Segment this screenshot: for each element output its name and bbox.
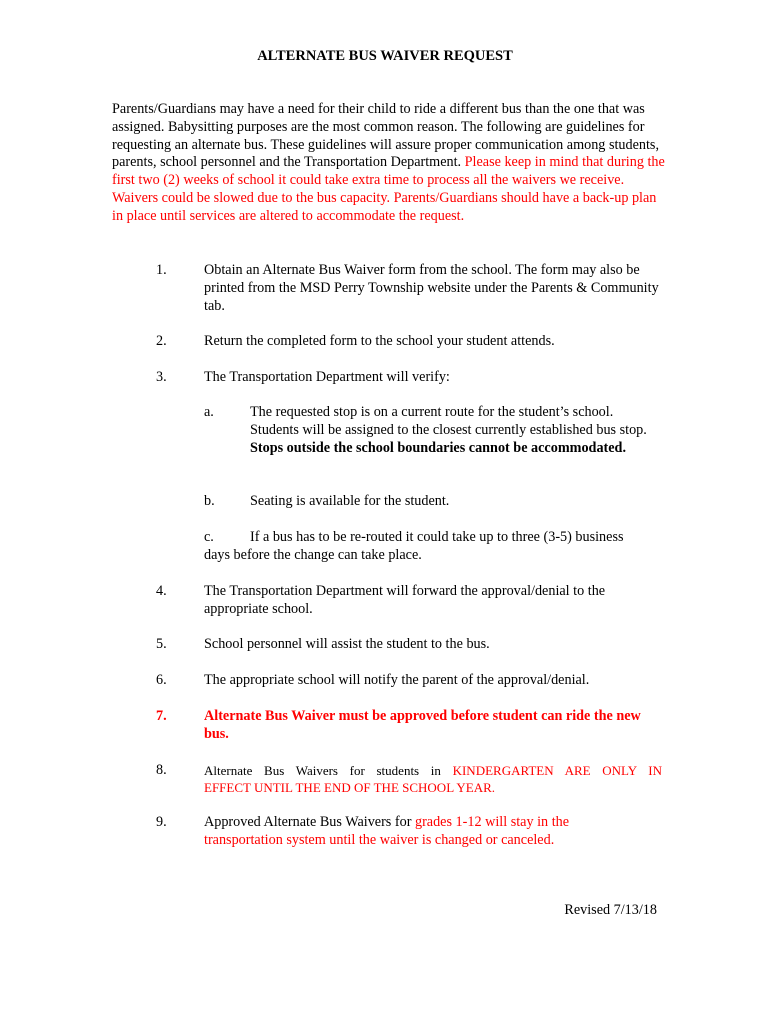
item-number: 1. <box>156 262 167 278</box>
sub-item-letter: a. <box>204 404 214 420</box>
sub-item-text <box>250 404 660 457</box>
item-text: Obtain an Alternate Bus Waiver form from the school. The form may also be printed from the MSD Perry Township website under the Parents & Community tab. <box>204 262 659 314</box>
item-text: Return the completed form to the school your student attends. <box>204 333 555 349</box>
item-number: 6. <box>156 672 167 688</box>
sub-item-text: Seating is available for the student. <box>250 493 450 509</box>
document-title: ALTERNATE BUS WAIVER REQUEST <box>257 48 513 64</box>
grades-text-plain: Approved Alternate Bus Waivers for <box>204 814 412 830</box>
sub-item-text-continued: days before the change can take place. <box>204 547 422 563</box>
kindergarten-warning: KINDERGARTEN ARE ONLY IN <box>452 763 662 778</box>
sub-item-plain-text: The requested stop is on a current route for the student’s school. Students will be assigned to the closest currently established bus stop. <box>250 404 647 438</box>
item-number: 5. <box>156 636 167 652</box>
item-number: 7. <box>156 708 167 724</box>
approval-required-notice: Alternate Bus Waiver must be approved before student can ride the new bus. <box>204 708 641 742</box>
item-text: The Transportation Department will verify: <box>204 369 450 385</box>
intro-warning-text: Please keep in mind that during the first two (2) weeks of school it could take extra time to process all the waivers we receive. Waivers could be slowed due to the bus capacity. Parents/Guardians should have a back-up plan in place until services are altered to accommodate the request. <box>112 154 665 224</box>
item-number: 8. <box>156 762 167 778</box>
sub-item-letter: c. <box>204 529 214 545</box>
item-number: 2. <box>156 333 167 349</box>
item-number: 4. <box>156 583 167 599</box>
kindergarten-warning-continued: EFFECT UNTIL THE END OF THE SCHOOL YEAR. <box>204 780 496 795</box>
item-number: 9. <box>156 814 167 830</box>
kindergarten-text-plain: Alternate Bus Waivers for students in <box>204 763 441 778</box>
item-text <box>204 762 662 780</box>
item-text: The appropriate school will notify the parent of the approval/denial. <box>204 672 590 688</box>
sub-item-text: If a bus has to be re-routed it could take up to three (3-5) business <box>250 529 624 545</box>
intro-text: Parents/Guardians may have a need for their child to ride a different bus than the one that was assigned. Babysitting purposes are the most common reason. The following are guidelines for requesting an alternate bus. These guidelines will assure proper communication among students, parents, school personnel and the Transportation Department. <box>112 101 660 171</box>
intro-paragraph <box>112 101 667 226</box>
sub-item-c-continuation <box>204 547 684 565</box>
item-number: 3. <box>156 369 167 385</box>
boundaries-warning: Stops outside the school boundaries cannot be accommodated. <box>250 439 626 456</box>
item-text <box>204 814 634 850</box>
revision-date: Revised 7/13/18 <box>564 902 657 918</box>
item-text: The Transportation Department will forward the approval/denial to the appropriate school. <box>204 583 606 617</box>
item-text: School personnel will assist the student to the bus. <box>204 636 490 652</box>
grades-warning: grades 1-12 will stay in the transportation system until the waiver is changed or canceled. <box>204 814 570 848</box>
sub-item-letter: b. <box>204 493 215 509</box>
